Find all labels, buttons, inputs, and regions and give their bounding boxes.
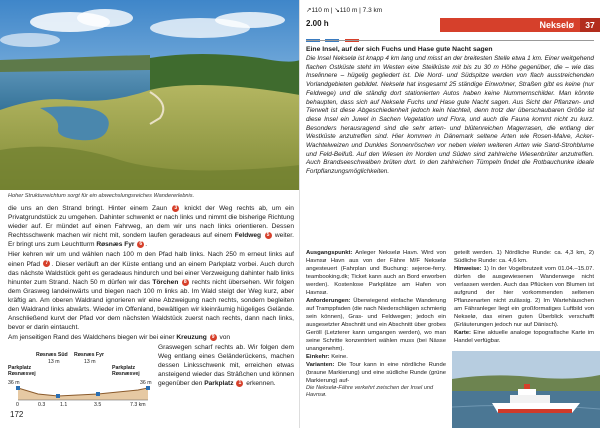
page-number: 172 — [10, 410, 24, 419]
profile-km: 0 — [16, 402, 19, 408]
profile-label: Røsnæs Fyr — [74, 352, 104, 358]
info-entry — [306, 298, 446, 354]
place-name: Røsnæs Fyr — [96, 241, 135, 249]
place-name: Feldweg — [234, 232, 262, 240]
info-text: Eine aktuelle analoge topografische Karte im Handel verfügbar. — [454, 329, 594, 344]
divider — [306, 40, 594, 41]
body-text: knickt der Weg rechts ab, um ein Privatgrundstück zu umgehen. Dahinter schwenkt er nach links und nimmt die bisherige Richtung wieder auf. Er mündet auf einen Fahrweg, an dem wir uns nach links orientieren. Dessen Rechtsschwenk machen wir nicht mit, sondern laufen geradeaus auf einem — [8, 205, 294, 240]
tour-info-column-left — [306, 250, 446, 385]
profile-km: 3.5 — [94, 402, 102, 408]
info-label: Varianten: — [306, 361, 335, 368]
route-description: die uns an den Strand bringt. Hinter einem Zaun 3 knickt der Weg rechts ab, um ein Privatgrundstück zu umgehen. Dahinter schwenkt er nach links und nimmt die bisherige Richtung wieder auf. Er mündet auf einen Fahrweg, an dem wir uns nach links orientieren. Dessen Rechtsschwenk machen wir nicht mit, sondern laufen geradeaus auf einem Feldweg 5 weiter. Er bringt uns zum Leuchtturm Røsnæs Fyr 6 . Hier kehren wir um und wählen nach 100 m den Pfad halb links. Nach 250 m erneut links auf einen Pfad 7 . Dieser verläuft an der Küste entlang und an einem Parkplatz vorbei. Auch durch das nächste Waldstück geht es geradeaus hindurch und bei einer Verzweigung dahinter halb links hinunter zum Strand. Nach 50 m dürfen wir das Törchen 8 rechts nicht übersehen. Wir folgen dem Grasweg landeinwärts und biegen nach 100 m links ab. Im Wald steigt der Weg kurz, aber kräftig an. Am oberen Waldrand ignorieren wir eine Abzweigung nach rechts, sondern begleiten den Waldrand links abwärts. Wieder im Offenland, bewältigen wir kleinräumig hügeliges Gelände. Anschließend kurvt der Pfad vor dem nächsten Waldstück zuerst nach rechts, dann nach links, bevor er darin eintaucht. Am jenseitigen Rand des Waldchens biegen wir bei einer Kreuzung 9 von — [8, 204, 295, 342]
waypoint-marker: 3 — [172, 205, 179, 212]
info-entry — [454, 266, 594, 330]
place-name: Törchen — [152, 278, 179, 286]
info-text: 1) In der Vogelbrutzeit vom 01.04.–15.07. dürfen die ausgewiesenen Wanderwege nicht verlassen werden. Auch das Pflücken von Blumen ist aufgrund der hier vorkommenden seltenen Pflanzenarten nicht zulässig. 2) Im Wartehäuschen am Fähranleger liegt ein großformatiges Luftbild von Nekselø, das einen guten Überblick verschafft (Erläuterungen jedoch nur auf Dänisch). — [454, 265, 594, 328]
tour-info-column-right — [454, 250, 594, 346]
body-text: die uns an den Strand bringt. Hinter einem Zaun — [8, 205, 168, 212]
info-text: Anleger Nekselø Havn. Wird von Havnsø Havn aus von der Fähre M/F Nekselø angesteuert (Fahrplan und Buchung: sejeroe-ferry. teambooking.dk; Ticket kann auch an Bord erworben werden). Kostenlose Parkplätze am Hafen von Havnsø. — [306, 250, 447, 296]
profile-altitude: 13 m — [84, 359, 96, 365]
profile-km: 1.1 — [60, 402, 68, 408]
profile-altitude: 36 m — [140, 380, 152, 386]
elevation-profile — [8, 350, 158, 410]
coastal-landscape-photo — [0, 0, 300, 190]
profile-km: 7.3 km — [130, 402, 146, 408]
profile-label: Parkplatz Røsnæsvej — [112, 365, 140, 377]
info-text: Überwiegend einfache Wanderung auf Tramppfaden (die nach Niederschlägen schmierig sein können), Gras- und Feldwegen; jedoch ein ausgesetzter Abschnitt und ein Abschnitt über grobes Geröll (Letzterer kann umgangen werden), wo man seine Schritte konzentriert wählen muss (bei Nässe unangenehm). — [306, 297, 447, 352]
waypoint-marker: 9 — [210, 334, 217, 341]
profile-altitude: 36 m — [8, 380, 20, 386]
waypoint-marker: 7 — [43, 260, 50, 267]
right-page — [300, 0, 600, 428]
info-label: Hinweise: — [454, 265, 482, 272]
info-label: Anforderungen: — [306, 297, 351, 304]
tour-number: 37 — [580, 18, 600, 32]
profile-label: Røsnæs Süd — [36, 352, 68, 358]
ferry-photo — [452, 351, 600, 428]
route-description-continued — [158, 343, 294, 388]
info-entry — [306, 250, 446, 298]
tour-title: Nekselø — [440, 18, 580, 32]
body-text: . Dieser verläuft an der Küste entlang und an einem Parkplatz vorbei. Auch durch das nächste Waldstück geht es geradeaus hindurch und bei einer Verzweigung dahinter halb links hinunter zum Strand. Nach 50 m dürfen wir das — [8, 260, 294, 286]
info-entry — [306, 362, 446, 386]
profile-altitude: 13 m — [48, 359, 60, 365]
info-entry — [454, 250, 594, 266]
tour-header — [440, 18, 600, 32]
body-text: weiter. Er bringt uns zum Leuchtturm — [8, 232, 294, 249]
intro-heading: Eine Insel, auf der sich Fuchs und Hase gute Nacht sagen — [306, 46, 493, 53]
waypoint-marker: 8 — [182, 279, 189, 286]
waypoint-marker: 6 — [137, 241, 144, 248]
body-text: rechts nicht übersehen. Wir folgen dem Grasweg landeinwärts und biegen nach 100 m links ab. Im Wald steigt der Weg kurz, aber kräftig an. Am oberen Waldrand ignorieren wir eine Abzweigung nach rechts, sondern begleiten den Waldrand links abwärts. Wieder im Offenland, bewältigen wir kleinräumig hügeliges Gelände. Anschließend kurvt der Pfad vor dem nächsten Waldstück zuerst nach rechts, dann nach links, bevor er darin eintaucht. — [8, 278, 295, 332]
body-text: Graswegen scharf rechts ab. Wir folgen dem Weg entlang eines Geländerückens, machen dessen Linksschwenk mit, erreichen etwas ansteigend wieder das Sträßchen und können gegenüber den — [158, 344, 294, 388]
body-text: Hier kehren wir um und wählen nach 100 m den Pfad halb links. Nach 250 m erneut links auf einen Pfad — [8, 251, 294, 268]
info-text: Keine. — [331, 353, 348, 360]
photo-caption: Hoher Strukturreichtum sorgt für ein abwechslungsreiches Wandererlebnis. — [8, 193, 195, 199]
info-label: Ausgangspunkt: — [306, 250, 353, 256]
intro-text: Die Insel Nekselø ist knapp 4 km lang und misst an der breitesten Stelle etwa 1 km. Einer weitgehend flachen Ostküste steht im Westen eine Steilküste mit bis zu 30 m Höhe gegenüber, die – wie das Inselinnere – hügelig gegliedert ist. Die Nord- und Südspitze werden von flach ausstreichenden Vorlandgebieten gebildet. Nekselø hat insgesamt 25 ständige Einwohner, Straßen gibt es keine (nur Feldwege) und die ständig dort stationierten Autos haben keine Nummernschilder. Man könnte behaupten, dass sich auf Nekselø Fuchs und Hase gute Nacht sagen. Aus Sicht der Pflanzen- und Tierwelt ist diese Abgeschiedenheit jedoch kein Nachteil, denn trotz der überschaubaren Größe ist diese Insel ein Juwel in Sachen Vegetation und Flora, und auch die Fauna kommt nicht zu kurz. Besonders herausragend sind die sehr arten- und blütenreichen Magerrasen, die entlang der Westküste anzutreffen sind. Hier kommen in Dänemark seltene Arten wie Rosen-Malve, Acker-Wachtelweizen und Dunkles Sonnenröschen vor neben vielen weiteren Arten wie Sand-Strohblume und Feld-Beifuß. Auf den Wiesen im Norden und Süden sind zahlreiche Wiesenbrüter anzutreffen. Auch Brandseeschwalben brüten dort. In den zahlreichen Tümpeln findet die Rotbauchunke ideale Fortpflanzungsmöglichkeiten. — [306, 55, 594, 176]
info-label: Karte: — [454, 329, 472, 336]
profile-label: Parkplatz Røsnæsvej — [8, 365, 36, 377]
profile-km: 0.3 — [38, 402, 46, 408]
info-text: Die Tour kann in eine nördliche Runde (braune Markierung) und eine südliche Runde (grüne Markierung) auf- — [306, 361, 446, 384]
waypoint-marker: 5 — [265, 232, 272, 239]
profile-labels — [8, 350, 158, 410]
info-text: geteilt werden. 1) Nördliche Runde: ca. 4,3 km, 2) Südliche Runde: ca. 4,6 km. — [454, 250, 594, 264]
info-entry — [306, 354, 446, 362]
difficulty-indicator — [306, 32, 366, 40]
info-entry — [454, 330, 594, 346]
tour-stats: ↗110 m | ↘110 m | 7.3 km — [306, 7, 383, 14]
waypoint-marker: 1 — [236, 380, 243, 387]
body-text: Am jenseitigen Rand des Waldchens biegen wir bei einer — [8, 334, 175, 342]
info-label: Einkehr: — [306, 353, 330, 360]
body-text: erkennen. — [246, 380, 276, 388]
place-name: Kreuzung — [176, 334, 207, 342]
body-text: von — [219, 334, 231, 342]
photo-caption: Die Nekselø-Fähre verkehrt zwischen der Insel und Havnsø. — [306, 385, 434, 399]
tour-duration: 2.00 h — [306, 19, 329, 28]
place-name: Parkplatz — [204, 380, 234, 388]
